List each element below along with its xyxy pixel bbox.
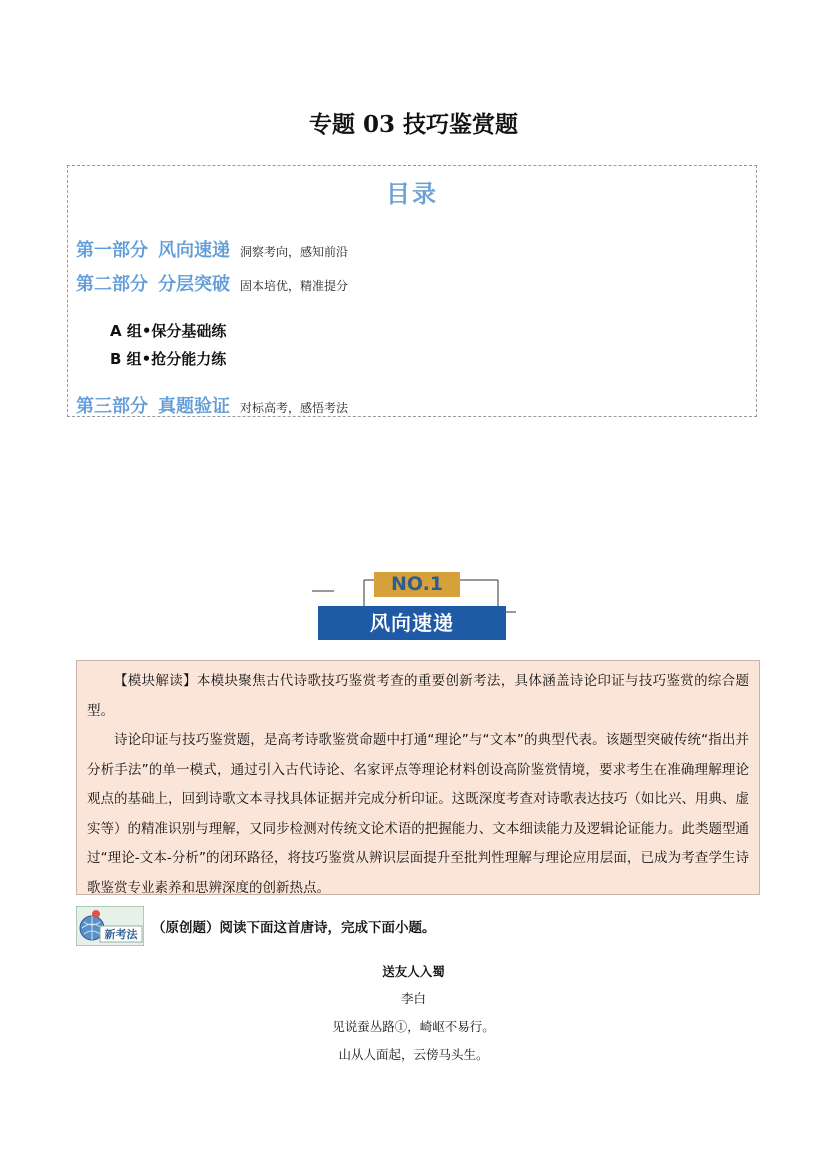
toc-part-label: 第三部分 xyxy=(76,396,148,417)
badge-number: NO.1 xyxy=(374,572,460,597)
poem-line-1: 见说蚕丛路①，崎岖不易行。 xyxy=(332,1019,495,1034)
toc-group-a[interactable]: A 组•保分基础练 xyxy=(110,322,227,340)
toc-part-name: 分层突破 xyxy=(158,274,230,295)
document-title: 专题 03 技巧鉴赏题 xyxy=(308,111,519,138)
toc-part-3[interactable] xyxy=(76,392,348,418)
toc-part-subtitle: 固本培优，精准提分 xyxy=(240,279,349,293)
poem-title: 送友人入蜀 xyxy=(382,964,445,979)
module-paragraph-2: 诗论印证与技巧鉴赏题，是高考诗歌鉴赏命题中打通“理论”与“文本”的典型代表。该题型突破传统“指出并分析手法”的单一模式，通过引入古代诗论、名家评点等理论材料创设高阶鉴赏情境，要求考生在准确理解理论观点的基础上，回到诗歌文本寻找具体证据并完成分析印证。这既深度考查对诗歌表达技巧（如比兴、用典、虚实等）的精准识别与理解，又同步检测对传统文论术语的把握能力、文本细读能力及逻辑论证能力。此类题型通过“理论-文本-分析”的闭环路径，将技巧鉴赏从辨识层面提升至批判性理解与理论应用层面，已成为考查学生诗歌鉴赏专业素养和思辨深度的创新热点。 xyxy=(87,732,749,896)
toc-part-1[interactable] xyxy=(76,236,348,262)
toc-part-label: 第二部分 xyxy=(76,274,148,295)
toc-part-2[interactable] xyxy=(76,270,348,296)
section-badge xyxy=(312,570,517,645)
toc-part-label: 第一部分 xyxy=(76,240,148,261)
badge-label: 风向速递 xyxy=(318,606,506,640)
toc-part-subtitle: 洞察考向，感知前沿 xyxy=(240,245,349,259)
toc-part-name: 风向速递 xyxy=(158,240,230,261)
question-prompt: （原创题）阅读下面这首唐诗，完成下面小题。 xyxy=(152,920,436,936)
toc-heading: 目录 xyxy=(386,180,438,208)
toc-part-name: 真题验证 xyxy=(158,396,230,417)
table-of-contents xyxy=(67,165,757,417)
toc-part-subtitle: 对标高考，感悟考法 xyxy=(240,401,349,415)
module-paragraph-1: 【模块解读】本模块聚焦古代诗歌技巧鉴赏考查的重要创新考法，具体涵盖诗论印证与技巧鉴赏的综合题型。 xyxy=(87,673,749,719)
poem-line-2: 山从人面起，云傍马头生。 xyxy=(338,1047,489,1062)
toc-group-b[interactable]: B 组•抢分能力练 xyxy=(110,350,227,368)
module-interpretation-box xyxy=(76,660,760,895)
new-test-icon xyxy=(76,906,144,946)
poem-author: 李白 xyxy=(400,991,426,1006)
new-test-label: 新考法 xyxy=(104,928,138,941)
